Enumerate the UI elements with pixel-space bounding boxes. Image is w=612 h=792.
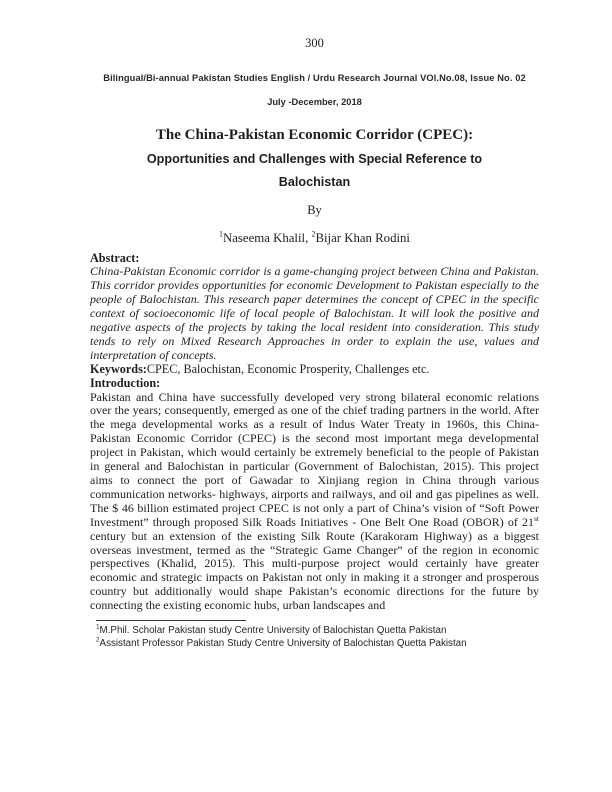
keywords-label: Keywords: xyxy=(90,361,147,376)
footnote-1-superscript: 1 xyxy=(96,623,100,631)
author-1-name: Naseema Khalil, xyxy=(222,230,312,245)
footnote-2 xyxy=(96,637,539,650)
abstract-text: China-Pakistan Economic corridor is a game-changing project between China and Pakistan. This corridor provides opportunities for economic Development to Pakistan especially to the people of Balochistan. This research paper determines the concept of CPEC in the specific context of socioeconomic life of local people of Balochistan. It will look the positive and negative aspects of the projects by taking the local resident into consideration. This study tends to rely on Mixed Research Approaches in order to explain the use, values and interpretation of concepts. xyxy=(90,264,539,362)
ordinal-superscript: st xyxy=(534,513,539,523)
author-1-superscript: 1 xyxy=(219,229,223,239)
journal-header-line: Bilingual/Bi-annual Pakistan Studies English / Urdu Research Journal VOl.No.08, Issue No. 02 xyxy=(103,73,526,83)
introduction-text-part2: century but an extension of the existing Silk Route (Karakoram Highway) as a biggest overseas investment, termed as the “Strategic Game Changer” of the region in economic perspectives (Khalid, 2015). This multi-purpose project would certainly have greater economic and strategic impacts on Pakistan not only in making it a stronger and prosperous country but additionally would shape Pakistan’s economic directions for the future by connecting the existing economic hubs, urban landscapes and xyxy=(90,528,539,613)
article-title-main: The China-Pakistan Economic Corridor (CPEC): xyxy=(155,127,474,143)
footnote-area xyxy=(90,620,539,650)
authors-line xyxy=(90,231,539,246)
introduction-label: Introduction: xyxy=(90,375,161,390)
keywords-text: CPEC, Balochistan, Economic Prosperity, Challenges etc. xyxy=(146,361,430,376)
abstract-label: Abstract: xyxy=(90,250,140,265)
issue-date-line: July -December, 2018 xyxy=(267,97,362,107)
author-2-superscript: 2 xyxy=(311,229,316,239)
footnote-2-superscript: 2 xyxy=(96,637,100,644)
footnote-1-text: M.Phil. Scholar Pakistan study Centre University of Balochistan Quetta Pakistan xyxy=(99,625,447,637)
abstract-section xyxy=(90,252,539,363)
article-title xyxy=(113,120,517,191)
footnote-2-text: Assistant Professor Pakistan Study Centre University of Balochistan Quetta Pakistan xyxy=(99,638,467,650)
author-2-name: Bijar Khan Rodini xyxy=(315,230,410,245)
introduction-text-part1: Pakistan and China have successfully developed very strong bilateral economic relations over the years; consequently, emerged as one of the chief trading partners in the world. After the mega developmental works as a result of Indus Water Treaty in 1960s, this China-Pakistan Economic Corridor (CPEC) is the second most important mega developmental project in Pakistan, which would certainly be extremely beneficial to the people of Pakistan in general and Balochistan in particular (Government of Balochistan, 2015). This project aims to connect the port of Gawadar to Xinjiang region in China through various communication networks- highways, airports and railways, and oil and gas pipelines as well. The $ 46 billion estimated project CPEC is not only a part of China’s vision of “Soft Power Investment” through proposed Silk Roads Initiatives - One Belt One Road (OBOR) of 21 xyxy=(90,389,539,529)
page-number: 300 xyxy=(305,36,324,50)
introduction-text xyxy=(90,391,539,614)
article-title-sub: Opportunities and Challenges with Special Reference to Balochistan xyxy=(146,151,483,189)
footnote-1 xyxy=(96,624,539,637)
footnote-separator xyxy=(96,620,246,621)
keywords-line xyxy=(90,363,539,377)
byline: By xyxy=(307,202,322,217)
